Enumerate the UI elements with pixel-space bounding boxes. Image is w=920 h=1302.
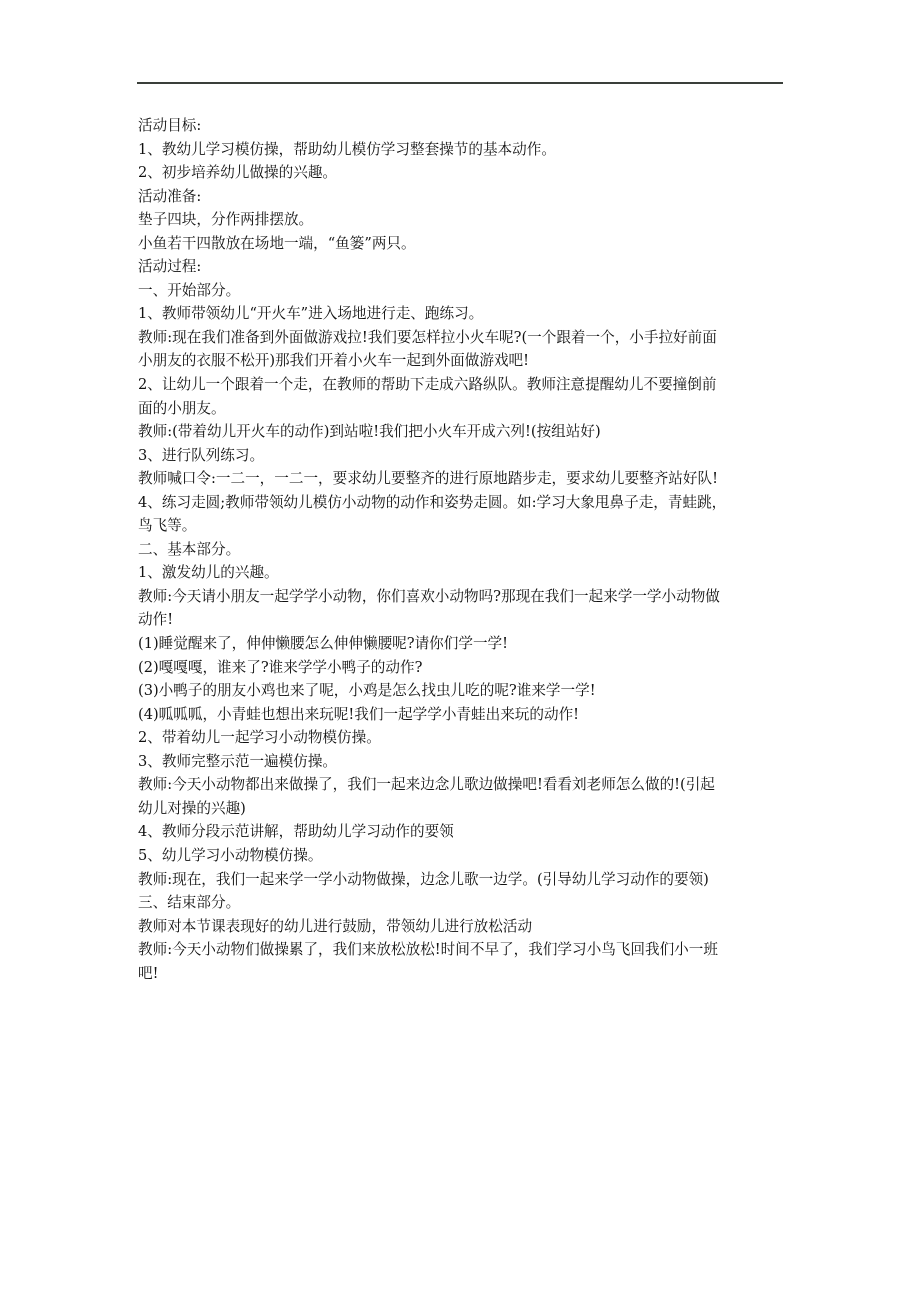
paragraph-line: 1、激发幼儿的兴趣。 xyxy=(138,564,279,582)
paragraph-line: 教师:现在，我们一起来学一学小动物做操，边念儿歌一边学。(引导幼儿学习动作的要领) xyxy=(138,870,709,888)
header-rule xyxy=(137,82,783,84)
paragraph-line: 吧! xyxy=(138,964,159,982)
paragraph-line: 2、带着幼儿一起学习小动物模仿操。 xyxy=(138,729,381,747)
paragraph-line: 教师:今天小动物们做操累了，我们来放松放松!时间不早了，我们学习小鸟飞回我们小一班 xyxy=(138,941,718,959)
paragraph-line: 小朋友的衣服不松开)那我们开着小火车一起到外面做游戏吧! xyxy=(138,352,529,370)
preparation-item-1: 垫子四块，分作两排摆放。 xyxy=(138,211,314,229)
section-heading-preparation: 活动准备: xyxy=(138,187,202,205)
paragraph-line: 3、教师完整示范一遍模仿操。 xyxy=(138,752,338,770)
paragraph-line: 鸟飞等。 xyxy=(138,517,197,535)
paragraph-line: (3)小鸭子的朋友小鸡也来了呢，小鸡是怎么找虫儿吃的呢?谁来学一学! xyxy=(138,682,596,700)
paragraph-line: 1、教师带领幼儿“开火车”进入场地进行走、跑练习。 xyxy=(138,305,484,323)
paragraph-line: 教师:今天请小朋友一起学学小动物，你们喜欢小动物吗?那现在我们一起来学一学小动物做 xyxy=(138,587,720,605)
part-heading-opening: 一、开始部分。 xyxy=(138,281,241,299)
paragraph-line: 4、教师分段示范讲解，帮助幼儿学习动作的要领 xyxy=(138,823,454,841)
paragraph-line: 教师喊口令:一二一，一二一，要求幼儿要整齐的进行原地踏步走，要求幼儿要整齐站好队! xyxy=(138,470,718,488)
paragraph-line: 2、让幼儿一个跟着一个走，在教师的帮助下走成六路纵队。教师注意提醒幼儿不要撞倒前 xyxy=(138,376,717,394)
paragraph-line: (4)呱呱呱，小青蛙也想出来玩呢!我们一起学学小青蛙出来玩的动作! xyxy=(138,705,580,723)
section-heading-goals: 活动目标: xyxy=(138,117,202,134)
goal-item-1: 1、教幼儿学习模仿操，帮助幼儿模仿学习整套操节的基本动作。 xyxy=(138,140,556,158)
paragraph-line: (2)嘎嘎嘎，谁来了?谁来学学小鸭子的动作? xyxy=(138,658,423,676)
paragraph-line: 5、幼儿学习小动物模仿操。 xyxy=(138,846,323,864)
preparation-item-2: 小鱼若干四散放在场地一端，“鱼篓”两只。 xyxy=(138,234,416,252)
paragraph-line: 面的小朋友。 xyxy=(138,399,226,417)
paragraph-line: 动作! xyxy=(138,611,174,629)
paragraph-line: 教师:(带着幼儿开火车的动作)到站啦!我们把小火车开成六列!(按组站好) xyxy=(138,423,601,441)
paragraph-line: 3、进行队列练习。 xyxy=(138,446,265,464)
paragraph-line: (1)睡觉醒来了，伸伸懒腰怎么伸伸懒腰呢?请你们学一学! xyxy=(138,635,509,653)
paragraph-line: 教师:现在我们准备到外面做游戏拉!我们要怎样拉小火车呢?(一个跟着一个，小手拉好前面 xyxy=(138,328,717,346)
paragraph-line: 教师:今天小动物都出来做操了，我们一起来边念儿歌边做操吧!看看刘老师怎么做的!(引起 xyxy=(138,776,715,794)
paragraph-line: 4、练习走圆;教师带领幼儿模仿小动物的动作和姿势走圆。如:学习大象甩鼻子走，青蛙跳， xyxy=(138,493,727,511)
section-heading-process: 活动过程: xyxy=(138,258,202,276)
part-heading-closing: 三、结束部分。 xyxy=(138,894,241,912)
document-body xyxy=(138,114,788,985)
paragraph-line: 教师对本节课表现好的幼儿进行鼓励，带领幼儿进行放松活动 xyxy=(138,917,533,935)
part-heading-basic: 二、基本部分。 xyxy=(138,540,241,558)
paragraph-line: 幼儿对操的兴趣) xyxy=(138,799,246,817)
goal-item-2: 2、初步培养幼儿做操的兴趣。 xyxy=(138,164,338,182)
